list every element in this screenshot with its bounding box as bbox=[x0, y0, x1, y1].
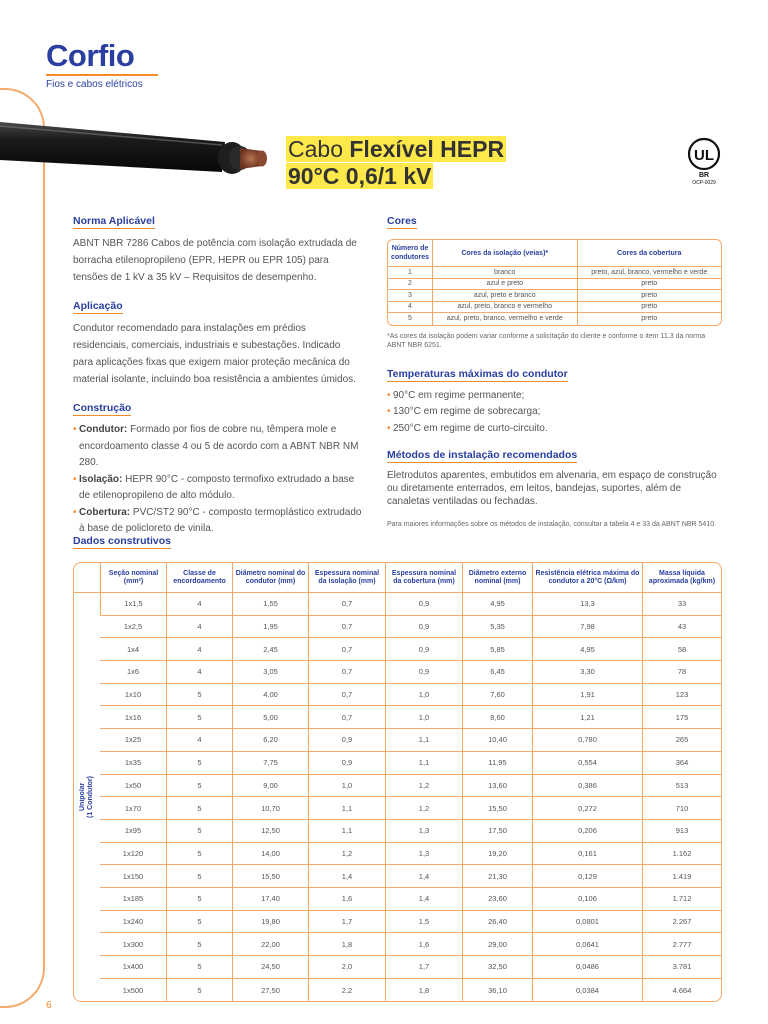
table-cell: 710 bbox=[642, 797, 721, 820]
table-cell: 17,40 bbox=[232, 888, 308, 911]
table-cell: 1,0 bbox=[385, 684, 462, 707]
table-cell: 1.712 bbox=[642, 888, 721, 911]
table-header: Diâmetro externo nominal (mm) bbox=[462, 563, 532, 593]
table-cell: 1x6 bbox=[100, 661, 166, 684]
page-number: 6 bbox=[46, 1000, 52, 1011]
table-cell: 0,9 bbox=[385, 616, 462, 639]
list-item: • Isolação: HEPR 90°C - composto termofixo extrudado a base de etilenopropileno de alto módulo. bbox=[73, 472, 363, 505]
table-cell: 5 bbox=[166, 843, 232, 866]
table-row bbox=[74, 729, 721, 752]
title-line2: 90°C 0,6/1 kV bbox=[288, 163, 432, 189]
table-header: Espessura nominal da isolação (mm) bbox=[308, 563, 385, 593]
table-cell: 1,1 bbox=[308, 820, 385, 843]
table-cell: 1x10 bbox=[100, 684, 166, 707]
table-cell: 2,0 bbox=[308, 956, 385, 979]
table-row: 4 azul, preto, branco e vermelho preto bbox=[388, 302, 721, 314]
metodos-text: Eletrodutos aparentes, embutidos em alvenaria, em espaço de construção ou diretamente enterrados, em leitos, bandejas, suportes, além de canaletas ventiladas ou fechadas. bbox=[387, 470, 717, 507]
table-cell: 5 bbox=[166, 775, 232, 798]
table-cell: 0,106 bbox=[532, 888, 642, 911]
table-cell: 5 bbox=[166, 820, 232, 843]
table-row bbox=[74, 593, 721, 616]
table-cell: 1,55 bbox=[232, 593, 308, 616]
table-cell: 5 bbox=[166, 911, 232, 934]
table-cell: 0,0801 bbox=[532, 911, 642, 934]
logo-underline bbox=[46, 74, 158, 76]
table-cell: 5 bbox=[166, 933, 232, 956]
table-cell: 7,98 bbox=[532, 616, 642, 639]
norma-text: ABNT NBR 7286 Cabos de potência com isolação extrudada de borracha etilenopropileno (EPR, HEPR ou EPR 105) para tensões de 1 kV a 35 kV – Requisitos de desempenho. bbox=[73, 238, 357, 283]
table-cell: 5 bbox=[166, 797, 232, 820]
table-cell: 24,50 bbox=[232, 956, 308, 979]
table-row bbox=[74, 797, 721, 820]
table-cell: 3,30 bbox=[532, 661, 642, 684]
table-cell: 1,21 bbox=[532, 706, 642, 729]
table-row: 3 azul, preto e branco preto bbox=[388, 290, 721, 302]
table-cell: 1x400 bbox=[100, 956, 166, 979]
table-cell: 3,05 bbox=[232, 661, 308, 684]
table-cell: 0,161 bbox=[532, 843, 642, 866]
table-cell: 22,00 bbox=[232, 933, 308, 956]
table-cell: 1x120 bbox=[100, 843, 166, 866]
table-cell: 10,40 bbox=[462, 729, 532, 752]
table-cell: 1x4 bbox=[100, 638, 166, 661]
table-cell: 5,35 bbox=[462, 616, 532, 639]
table-cell: 1,8 bbox=[385, 979, 462, 1002]
table-cell: 4,95 bbox=[462, 593, 532, 616]
table-cell: 1x35 bbox=[100, 752, 166, 775]
metodos-title: Métodos de instalação recomendados bbox=[387, 449, 578, 461]
table-cell: 1,5 bbox=[385, 911, 462, 934]
table-row bbox=[74, 933, 721, 956]
table-cell: 1,4 bbox=[385, 888, 462, 911]
table-header: Espessura nominal da cobertura (mm) bbox=[385, 563, 462, 593]
group-label: Unipolar (1 Condutor) bbox=[79, 776, 94, 819]
table-cell: 26,40 bbox=[462, 911, 532, 934]
list-item: • 250°C em regime de curto-circuito. bbox=[387, 421, 722, 438]
table-cell: 1x240 bbox=[100, 911, 166, 934]
table-row bbox=[74, 911, 721, 934]
table-header: Cores da isolação (veias)* bbox=[432, 240, 577, 267]
cores-table bbox=[387, 239, 722, 326]
table-row: 2 azul e preto preto bbox=[388, 279, 721, 291]
table-header: Classe de encordoamento bbox=[166, 563, 232, 593]
table-row bbox=[74, 775, 721, 798]
table-row bbox=[74, 820, 721, 843]
group-cell bbox=[74, 593, 100, 1001]
table-cell: 3.781 bbox=[642, 956, 721, 979]
table-cell: 2,45 bbox=[232, 638, 308, 661]
table-cell: 1,0 bbox=[385, 706, 462, 729]
table-cell: 1,3 bbox=[385, 820, 462, 843]
table-cell: 513 bbox=[642, 775, 721, 798]
table-cell: 1x300 bbox=[100, 933, 166, 956]
table-cell: 1.419 bbox=[642, 865, 721, 888]
table-cell: 1x500 bbox=[122, 985, 144, 995]
table-cell: 2,2 bbox=[308, 979, 385, 1002]
norma-title: Norma Aplicável bbox=[73, 215, 155, 227]
table-cell: 4 bbox=[166, 638, 232, 661]
table-cell: 1,2 bbox=[385, 797, 462, 820]
temperaturas-list bbox=[387, 388, 722, 438]
table-cell: 27,50 bbox=[232, 979, 308, 1002]
table-cell: 0,9 bbox=[385, 661, 462, 684]
brand-logo bbox=[46, 40, 158, 90]
table-cell: 5 bbox=[166, 752, 232, 775]
table-cell: 0,7 bbox=[308, 684, 385, 707]
table-cell: 0,7 bbox=[308, 638, 385, 661]
table-cell: 1x50 bbox=[100, 775, 166, 798]
table-cell: 12,50 bbox=[232, 820, 308, 843]
table-cell: 17,50 bbox=[462, 820, 532, 843]
table-cell: 1,2 bbox=[308, 843, 385, 866]
table-cell: 1,4 bbox=[308, 865, 385, 888]
table-cell: 15,50 bbox=[232, 865, 308, 888]
table-row bbox=[74, 979, 721, 1002]
table-cell: 1x185 bbox=[100, 888, 166, 911]
table-cell: 5,85 bbox=[462, 638, 532, 661]
table-cell: 5,00 bbox=[232, 706, 308, 729]
table-cell: 0,9 bbox=[385, 593, 462, 616]
table-cell: 29,00 bbox=[462, 933, 532, 956]
metodos-note: Para maiores informações sobre os métodos de instalação, consultar a tabela 4 e 33 da ABNT NBR 5410. bbox=[387, 521, 717, 528]
table-cell: 123 bbox=[642, 684, 721, 707]
table-cell: 0,7 bbox=[308, 593, 385, 616]
table-cell: 1,7 bbox=[385, 956, 462, 979]
table-cell: 0,9 bbox=[385, 638, 462, 661]
list-item: • 130°C em regime de sobrecarga; bbox=[387, 404, 722, 421]
aplicacao-text: Condutor recomendado para instalações em prédios residenciais, comerciais, industriais e subestações. Indicado para aplicações fixas que exigem maior proteção mecânica do material isolante, incluindo boa resistência a ambientes úmidos. bbox=[73, 323, 356, 385]
table-cell: 13,3 bbox=[532, 593, 642, 616]
table-cell: 0,554 bbox=[532, 752, 642, 775]
table-cell: 14,00 bbox=[232, 843, 308, 866]
table-cell: 4,95 bbox=[532, 638, 642, 661]
table-cell: 4 bbox=[166, 661, 232, 684]
construcao-title: Construção bbox=[73, 402, 132, 414]
table-header: Diâmetro nominal do condutor (mm) bbox=[232, 563, 308, 593]
brand-tagline: Fios e cabos elétricos bbox=[46, 79, 143, 90]
table-header: Massa líquida aproximada (kg/km) bbox=[642, 563, 721, 593]
table-cell: 1,95 bbox=[232, 616, 308, 639]
product-title bbox=[286, 136, 506, 190]
table-cell: 4 bbox=[166, 729, 232, 752]
table-cell: 0,9 bbox=[308, 729, 385, 752]
ul-country: BR bbox=[698, 172, 710, 179]
table-cell: 1,6 bbox=[385, 933, 462, 956]
table-cell: 1,1 bbox=[385, 729, 462, 752]
table-cell: 10,70 bbox=[232, 797, 308, 820]
table-cell: 5 bbox=[166, 888, 232, 911]
table-cell: 13,60 bbox=[462, 775, 532, 798]
ul-certification-icon bbox=[682, 136, 726, 188]
table-cell: 32,50 bbox=[462, 956, 532, 979]
table-header: Seção nominal (mm²) bbox=[100, 563, 166, 593]
aplicacao-title: Aplicação bbox=[73, 300, 123, 312]
table-cell: 23,60 bbox=[462, 888, 532, 911]
table-row bbox=[74, 956, 721, 979]
table-header: Resistência elétrica máxima do condutor a 20°C (Ω/km) bbox=[532, 563, 642, 593]
ul-code: OCP-0029 bbox=[692, 180, 716, 186]
table-cell: 0,7 bbox=[308, 706, 385, 729]
table-cell: 364 bbox=[642, 752, 721, 775]
table-cell: 33 bbox=[642, 593, 721, 616]
table-cell: 2.267 bbox=[642, 911, 721, 934]
table-cell: 1,1 bbox=[308, 797, 385, 820]
table-cell: 1x25 bbox=[100, 729, 166, 752]
table-row bbox=[74, 706, 721, 729]
table-cell: 36,10 bbox=[462, 979, 532, 1002]
table-cell: 0,386 bbox=[532, 775, 642, 798]
table-cell: 15,50 bbox=[462, 797, 532, 820]
table-row bbox=[74, 661, 721, 684]
table-row bbox=[74, 684, 721, 707]
table-cell: 58 bbox=[642, 638, 721, 661]
table-cell: 5 bbox=[166, 684, 232, 707]
table-cell: 913 bbox=[642, 820, 721, 843]
cores-note: *As cores da isolação podem variar conforme a solicitação do cliente e conforme o item 11.3 da norma ABNT NBR 6251. bbox=[387, 332, 706, 349]
table-cell: 1,7 bbox=[308, 911, 385, 934]
table-header: Número de condutores bbox=[388, 240, 432, 267]
table-header: Cores da cobertura bbox=[577, 240, 722, 267]
table-cell: 43 bbox=[642, 616, 721, 639]
table-cell: 4 bbox=[166, 593, 232, 616]
list-item: • 90°C em regime permanente; bbox=[387, 388, 722, 405]
table-cell: 11,95 bbox=[462, 752, 532, 775]
table-cell: 5 bbox=[166, 979, 232, 1002]
table-cell: 4 bbox=[166, 616, 232, 639]
table-cell: 1,91 bbox=[532, 684, 642, 707]
table-row bbox=[74, 888, 721, 911]
table-cell: 0,272 bbox=[532, 797, 642, 820]
table-row: 5 azul, preto, branco, vermelho e verde preto bbox=[388, 313, 721, 325]
table-cell: 1x2,5 bbox=[100, 616, 166, 639]
table-cell: 19,20 bbox=[462, 843, 532, 866]
table-row bbox=[74, 752, 721, 775]
table-row bbox=[74, 638, 721, 661]
table-cell: 1x16 bbox=[100, 706, 166, 729]
table-cell: 175 bbox=[642, 706, 721, 729]
table-cell: 1,1 bbox=[385, 752, 462, 775]
cores-title: Cores bbox=[387, 215, 417, 227]
brand-name: Corfio bbox=[46, 38, 135, 73]
table-cell: 265 bbox=[642, 729, 721, 752]
table-cell: 1.162 bbox=[642, 843, 721, 866]
table-cell: 1,3 bbox=[385, 843, 462, 866]
table-cell: 0,780 bbox=[532, 729, 642, 752]
table-cell: 7,60 bbox=[462, 684, 532, 707]
table-cell: 5 bbox=[166, 956, 232, 979]
table-cell: 1x95 bbox=[100, 820, 166, 843]
left-column bbox=[73, 211, 363, 538]
table-cell: 1,4 bbox=[385, 865, 462, 888]
table-cell: 0,129 bbox=[532, 865, 642, 888]
table-cell: 0,0641 bbox=[532, 933, 642, 956]
table-cell: 21,30 bbox=[462, 865, 532, 888]
table-cell: 1,6 bbox=[308, 888, 385, 911]
table-cell: 9,00 bbox=[232, 775, 308, 798]
title-bold: Flexível HEPR bbox=[349, 136, 505, 162]
table-cell: 0,0486 bbox=[532, 956, 642, 979]
table-row bbox=[74, 843, 721, 866]
table-cell: 5 bbox=[166, 706, 232, 729]
table-row: 1 branco preto, azul, branco, vermelho e verde bbox=[388, 267, 721, 279]
table-cell: 2.777 bbox=[642, 933, 721, 956]
title-regular: Cabo bbox=[288, 136, 343, 162]
table-cell: 6,20 bbox=[232, 729, 308, 752]
cable-image bbox=[0, 100, 300, 190]
ul-mark-text: UL bbox=[694, 147, 714, 164]
dados-table bbox=[73, 562, 722, 1002]
table-cell: 78 bbox=[642, 661, 721, 684]
list-item: • Condutor: Formado por fios de cobre nu, têmpera mole e encordoamento classe 4 ou 5 de acordo com a ABNT NBR NM 280. bbox=[73, 422, 363, 472]
table-cell: 1,0 bbox=[308, 775, 385, 798]
table-cell: 0,7 bbox=[308, 661, 385, 684]
table-cell: 0,7 bbox=[308, 616, 385, 639]
list-item: • Cobertura: PVC/ST2 90°C - composto termoplástico extrudado à base de policloreto de vinila. bbox=[73, 505, 363, 538]
table-row bbox=[74, 865, 721, 888]
table-cell: 4,00 bbox=[232, 684, 308, 707]
table-cell: 1x70 bbox=[100, 797, 166, 820]
construcao-list bbox=[73, 422, 363, 538]
table-cell: 5 bbox=[166, 865, 232, 888]
table-cell: 6,45 bbox=[462, 661, 532, 684]
right-column bbox=[387, 211, 722, 529]
page-border-curve bbox=[0, 88, 45, 1008]
table-cell: 1,2 bbox=[385, 775, 462, 798]
table-row bbox=[74, 616, 721, 639]
temperaturas-title: Temperaturas máximas do condutor bbox=[387, 367, 568, 380]
table-cell: 0,0384 bbox=[532, 979, 642, 1002]
table-cell: 1x150 bbox=[100, 865, 166, 888]
table-cell: 0,9 bbox=[308, 752, 385, 775]
table-cell: 7,75 bbox=[232, 752, 308, 775]
table-cell: 0,206 bbox=[532, 820, 642, 843]
dados-title: Dados construtivos bbox=[73, 535, 172, 547]
table-cell: 1x1,5 bbox=[100, 593, 166, 616]
table-cell: 8,60 bbox=[462, 706, 532, 729]
table-cell: 19,80 bbox=[232, 911, 308, 934]
table-cell: 4.664 bbox=[642, 979, 721, 1002]
table-cell: 1,8 bbox=[308, 933, 385, 956]
